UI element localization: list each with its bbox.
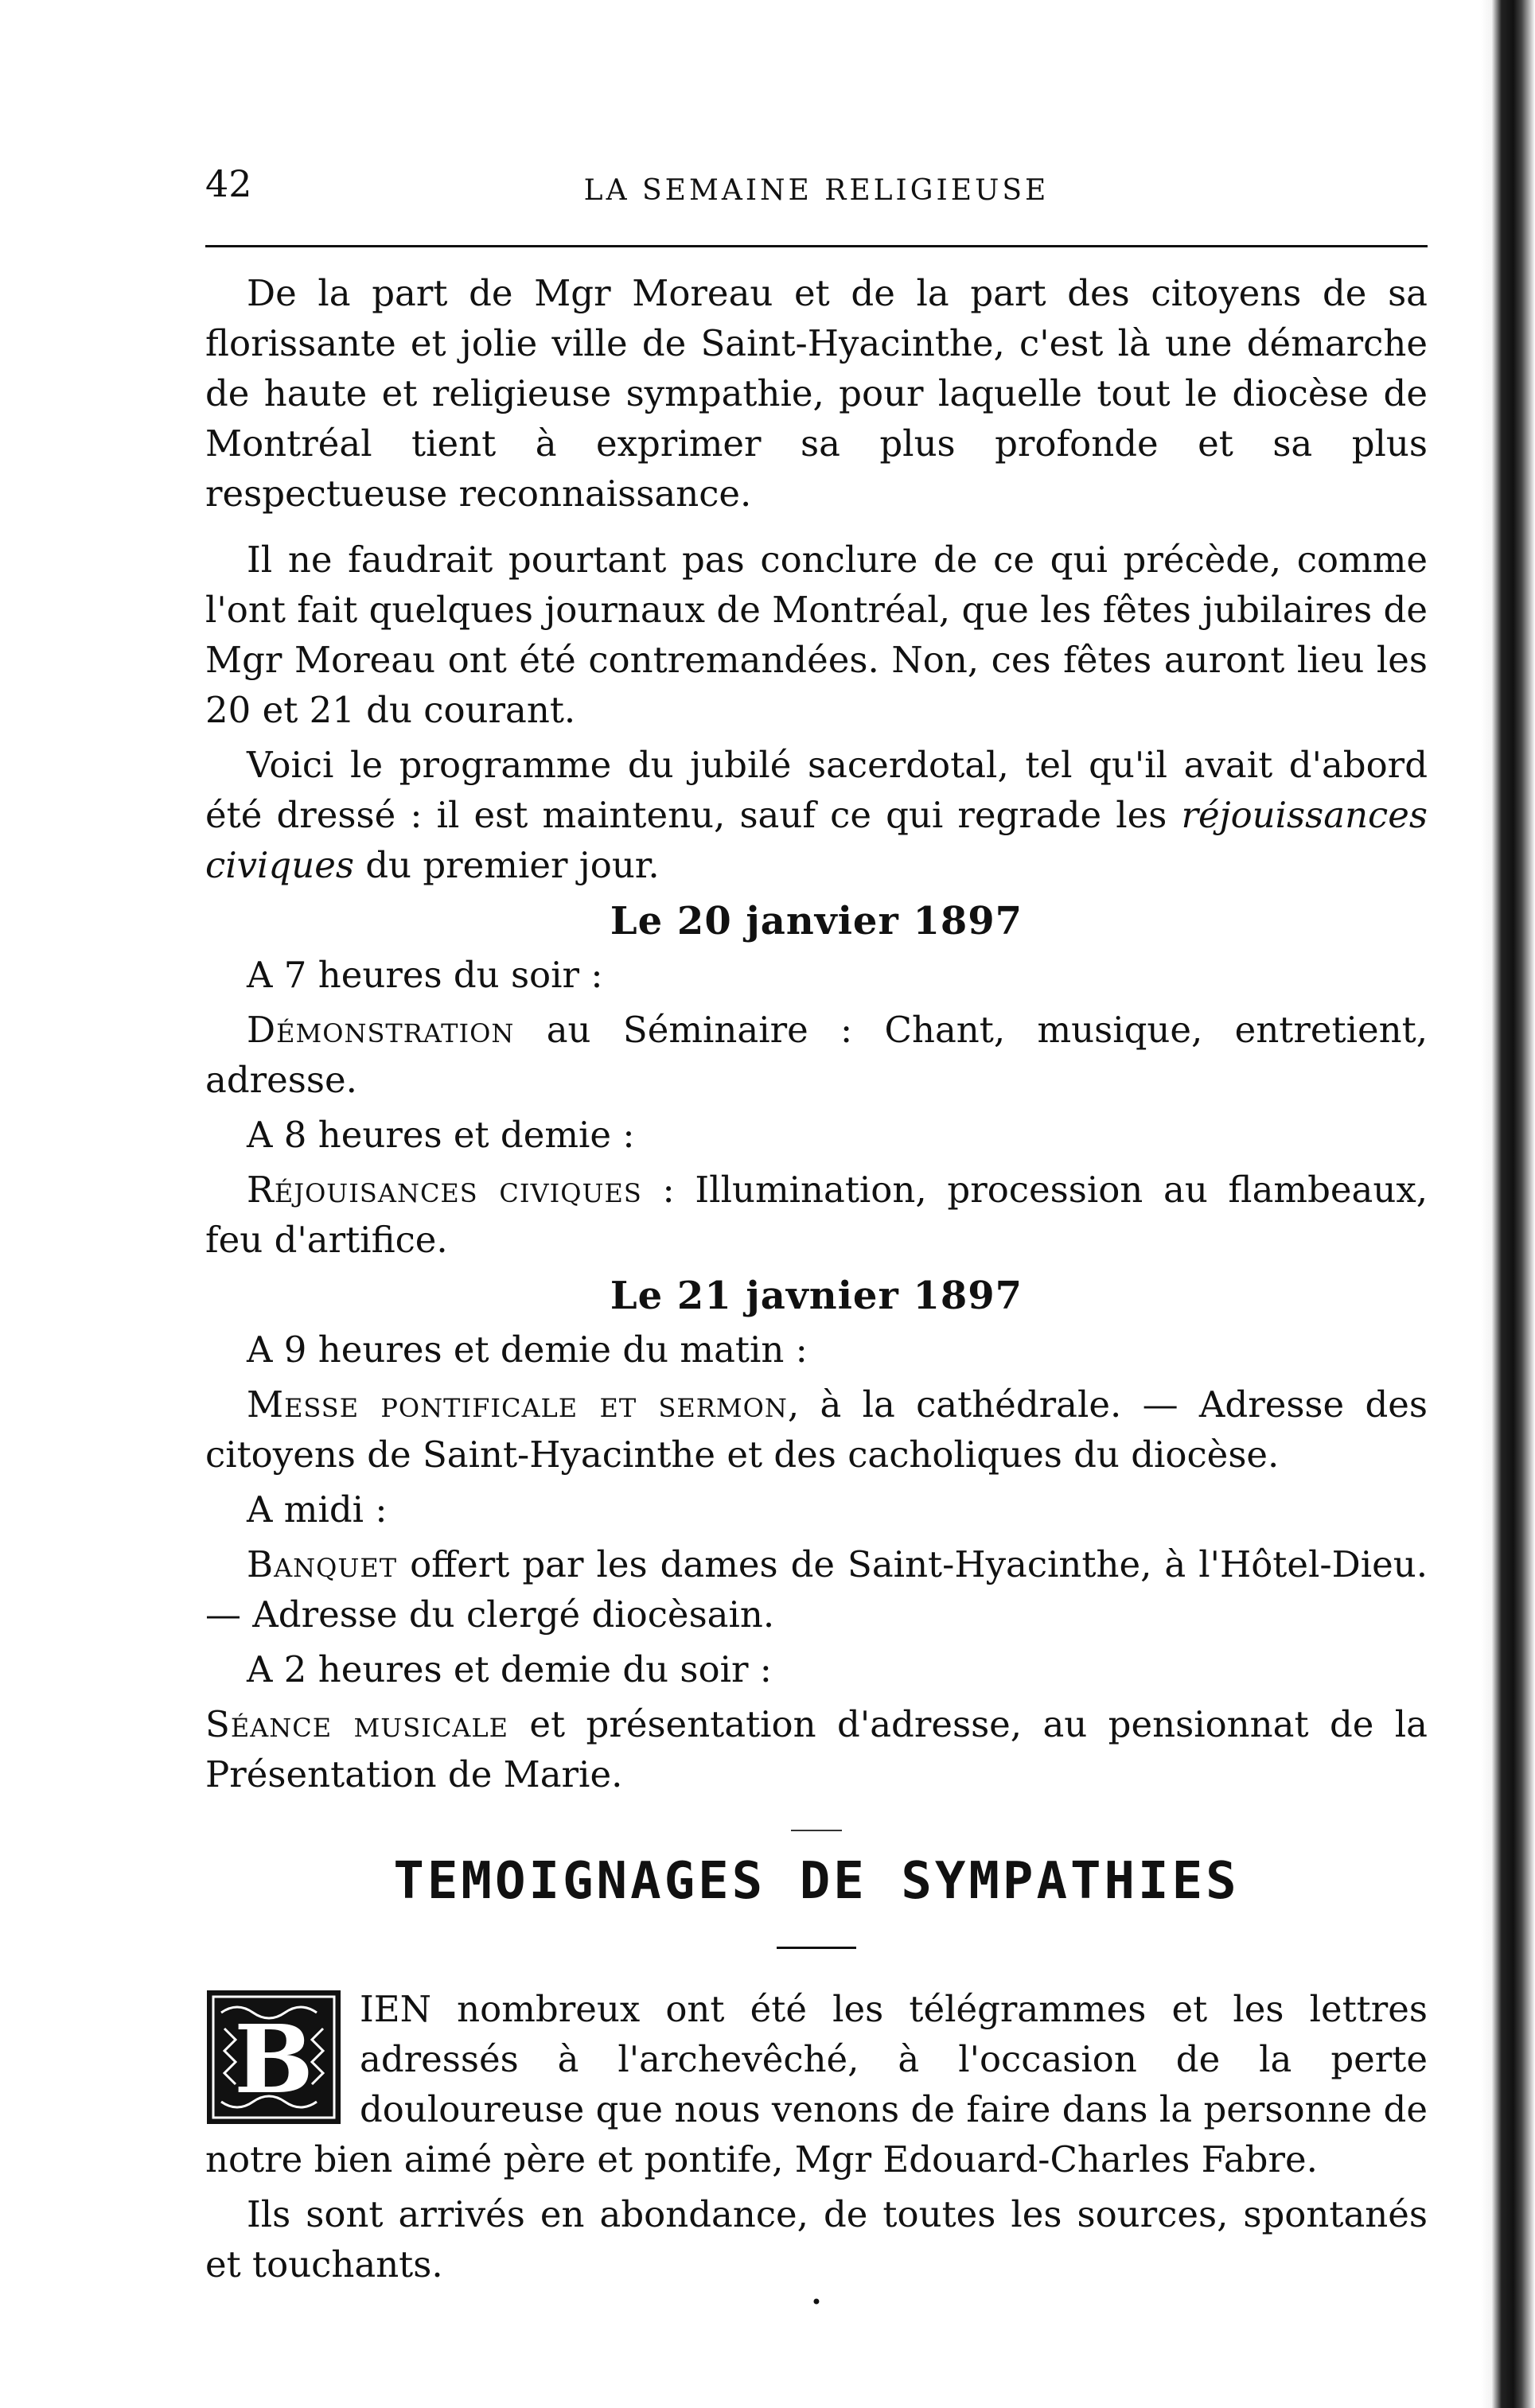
day2-item3-text: et présentation d'adresse, au pensionnat de la Présentation de Marie. [205,1703,1428,1795]
day1-item2-text: : Illumination, procession au flambeaux, feu d'artifice. [205,1169,1428,1261]
day2-item1-time: A 9 heures et demie du matin : [247,1328,808,1371]
day2-item3 [205,1699,1428,1799]
day1-item1 [205,1005,1428,1105]
body-paragraph-1: De la part de Mgr Moreau et de la part des citoyens de sa florissante et jolie ville de Saint-Hyacinthe, c'est là une démarche de haute et religieuse sympathie, pour laquelle tout le diocèse de Montréal tient à exprimer sa plus profonde et sa plus respectueuse reconnaissance. [205,272,1428,515]
day2-item2-time: A midi : [247,1488,388,1531]
day1-item1-label: Démonstration [247,1009,515,1051]
day1-item1-text: au Séminaire : Chant, musique, entretient, adresse. [205,1009,1428,1101]
footer-mark: • [810,2291,823,2313]
day2-item3-label: Séance musicale [205,1703,509,1745]
page-number: 42 [205,162,252,205]
dropcap-ornament-icon [205,1989,342,2126]
day2-item1 [205,1379,1428,1480]
section-title-rule [777,1947,856,1949]
day2-item1-text: , à la cathédrale. — Adresse des citoyens de Saint-Hyacinthe et des cacholiques du diocèse. [205,1383,1428,1476]
dropcap-letter: B [234,2004,314,2114]
section-divider [791,1830,842,1831]
body-paragraph-3 [205,740,1428,890]
journal-page [205,159,1428,2371]
day1-item1-time: A 7 heures du soir : [247,954,603,996]
day2-item2 [205,1539,1428,1640]
programme-day-2-heading: Le 21 javnier 1897 [610,1274,1023,1318]
running-head [205,159,1428,215]
paragraph-3-italic: réjouissances civiques [205,794,1428,886]
header-rule [205,245,1428,247]
day1-item2-label: Réjouisances civiques [247,1169,642,1211]
day2-item2-label: Banquet [247,1543,398,1585]
journal-title: LA SEMAINE RELIGIEUSE [583,174,1050,207]
body-paragraph-2: Il ne faudrait pourtant pas conclure de ce qui précède, comme l'ont fait quelques journaux de Montréal, que les fêtes jubilaires de Mgr Moreau ont été contremandées. Non, ces fêtes auront lieu les 20 et 21 du courant. [205,539,1428,731]
paragraph-3-end: du premier jour. [353,844,660,886]
day2-item3-time: A 2 heures et demie du soir : [247,1648,772,1690]
programme-day-1-heading: Le 20 janvier 1897 [610,899,1023,943]
day2-item2-text: offert par les dames de Saint-Hyacinthe, à l'Hôtel-Dieu. — Adresse du clergé diocèsain. [205,1543,1428,1636]
day1-item2 [205,1165,1428,1265]
section-title: TEMOIGNAGES DE SYMPATHIES [393,1852,1240,1911]
day2-item1-label: Messe pontificale et sermon [247,1383,788,1426]
paragraph-3-start: Voici le programme du jubilé sacerdotal, tel qu'il avait d'abord été dressé : il est maintenu, sauf ce qui regrade les [205,744,1428,836]
section-paragraph-2: Ils sont arrivés en abondance, de toutes les sources, spontanés et touchants. [205,2193,1428,2285]
scan-edge-shadow [1481,0,1535,2408]
day1-item2-time: A 8 heures et demie : [247,1114,635,1156]
section-paragraph-1: IEN nombreux ont été les télégrammes et les lettres adressés à l'archevêché, à l'occasion de la perte douloureuse que nous venons de faire dans la personne de notre bien aimé père et pontife, Mgr Edouard-Charles Fabre. [205,1988,1428,2180]
